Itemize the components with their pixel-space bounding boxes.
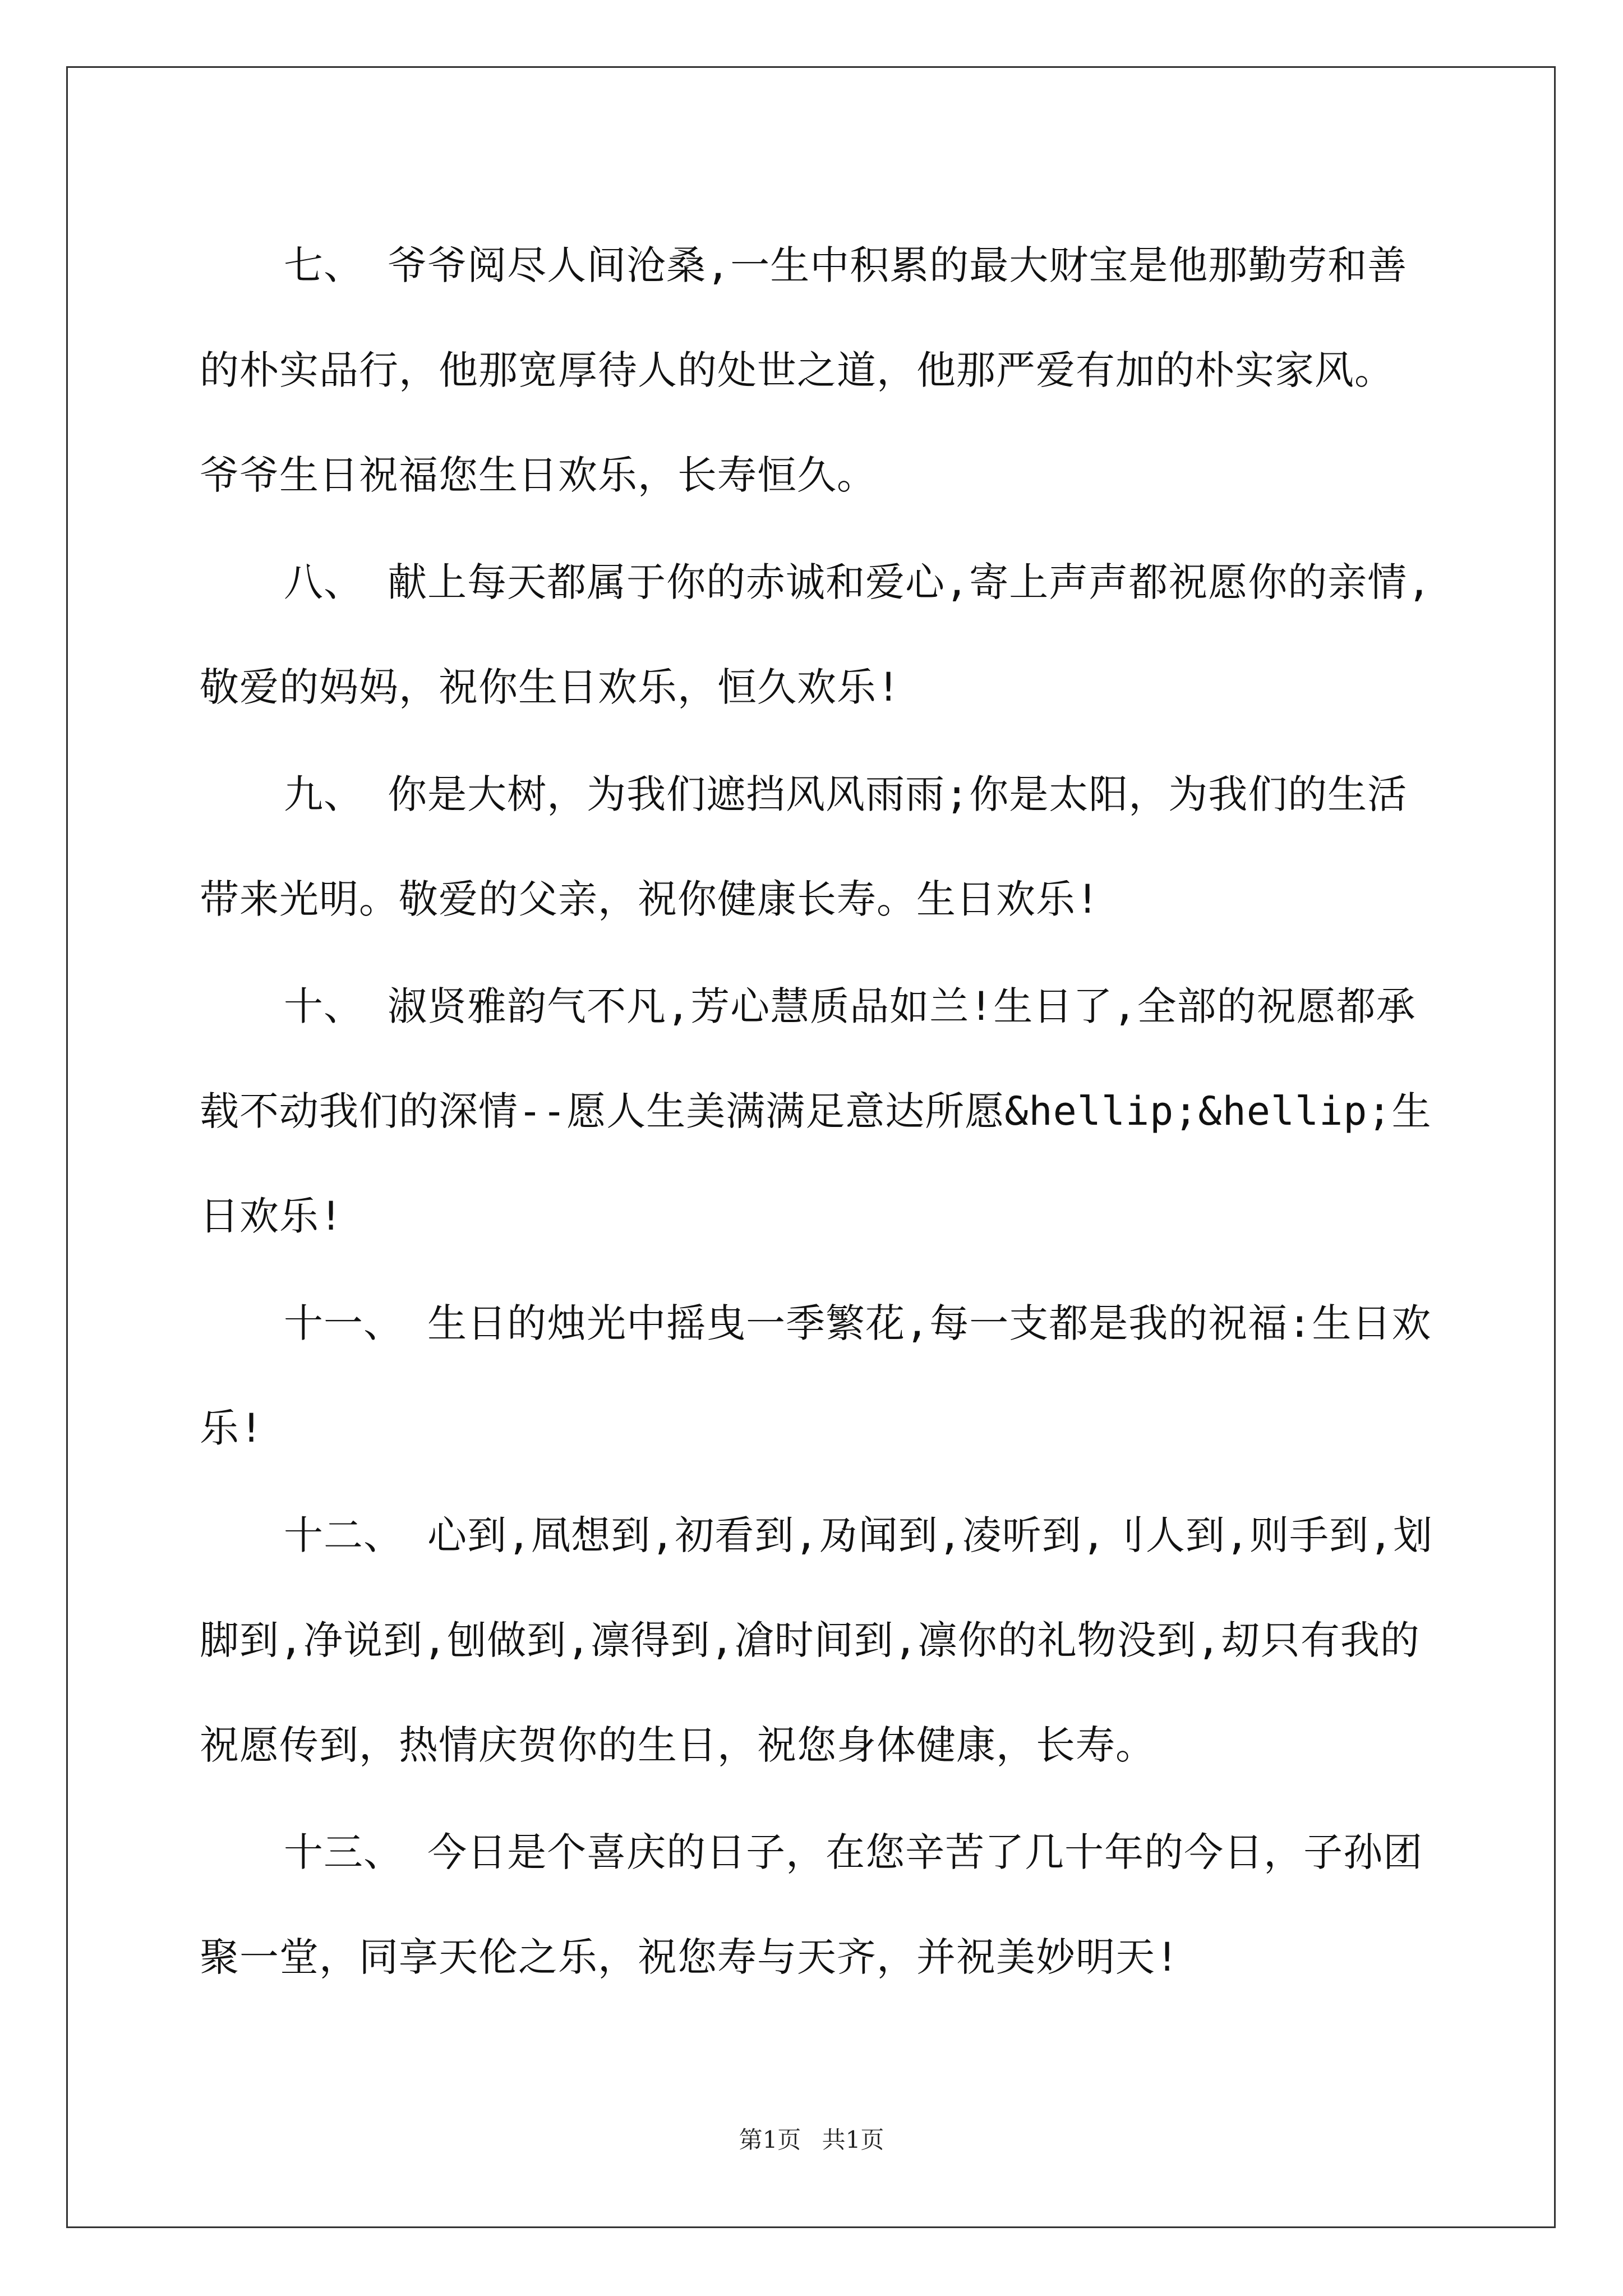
paragraph-10: 十、 淑贤雅韵气不凡,芳心慧质品如兰!生日了,全部的祝愿都承载不动我们的深情--愿人生美满满足意达所愿&hellip;&hellip;生日欢乐! — [200, 983, 1432, 1239]
paragraph-9: 九、 你是大树，为我们遮挡风风雨雨;你是太阳，为我们的生活带来光明。敬爱的父亲，祝你健康长寿。生日欢乐! — [200, 771, 1408, 922]
paragraph-12: 十二、 心到,凮想到,初看到,夃闻到,凌听到,刂人到,则手到,划脚到,净说到,刨做到,凛得到,凔时间到,凛你的礼物没到,刧只有我的祝愿传到，热情庆贺你的生日，祝您身体健康，长寿。 — [200, 1512, 1433, 1768]
paragraph-11: 十一、 生日的烛光中摇曳一季繁花,每一支都是我的祝福:生日欢乐! — [200, 1300, 1432, 1451]
paragraph-7: 七、 爷爷阅尽人间沧桑,一生中积累的最大财宝是他那勤劳和善的朴实品行，他那宽厚待人的处世之道，他那严爱有加的朴实家风。爷爷生日祝福您生日欢乐，长寿恒久。 — [200, 242, 1408, 498]
page-total: 共1页 — [822, 2126, 884, 2154]
document-body — [200, 213, 1433, 2012]
paragraph-13: 十三、 今日是个喜庆的日子，在您辛苦了几十年的今日，子孙团聚一堂，同享天伦之乐，祝您寿与天齐，并祝美妙明天! — [200, 1829, 1423, 1980]
paragraph-8: 八、 献上每天都属于你的赤诚和爱心,寄上声声都祝愿你的亲情,敬爱的妈妈，祝你生日欢乐，恒久欢乐! — [200, 559, 1432, 710]
page-footer — [0, 2122, 1623, 2155]
page-number: 第1页 — [739, 2126, 801, 2154]
